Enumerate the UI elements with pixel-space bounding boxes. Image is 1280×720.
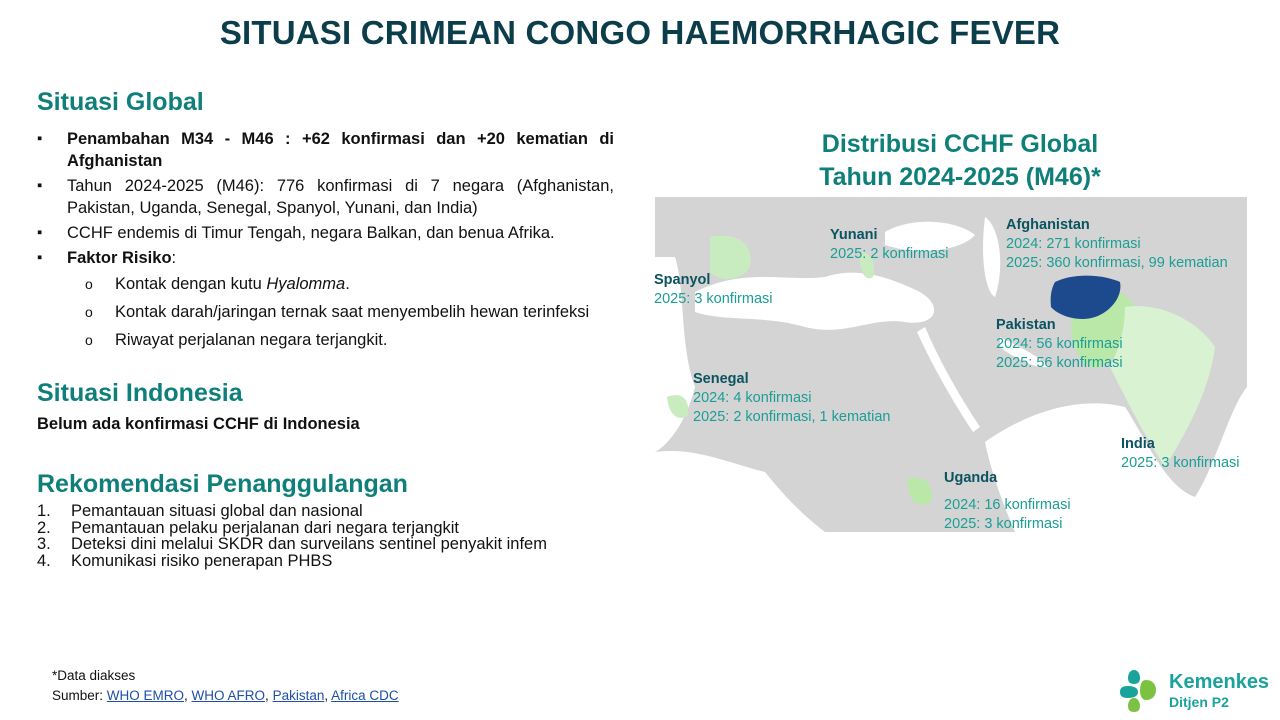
map-title — [690, 128, 1230, 194]
indonesia-heading: Situasi Indonesia — [37, 379, 243, 407]
country-stat: 2025: 360 konfirmasi, 99 kematian — [1006, 255, 1228, 271]
country-stat: 2025: 2 konfirmasi, 1 kematian — [693, 409, 891, 425]
faktor-label: Faktor Risiko — [67, 249, 172, 267]
country-name: India — [1121, 436, 1155, 452]
country-stat: 2025: 2 konfirmasi — [830, 246, 949, 262]
country-stat: 2024: 271 konfirmasi — [1006, 236, 1141, 252]
source-label: Sumber: — [52, 688, 107, 703]
global-item-penambahan: ▪ Penambahan M34 - M46 : +62 konfirmasi dan +20 kematian di Afghanistan — [37, 128, 614, 172]
rekomendasi-item — [37, 553, 547, 570]
item-number: 3. — [37, 535, 51, 553]
item-text: Deteksi dini melalui SKDR dan surveilans sentinel penyakit infem — [71, 535, 547, 553]
country-stat: 2025: 3 konfirmasi — [944, 516, 1063, 532]
footer-note: *Data diakses — [52, 668, 136, 683]
source-separator: , — [324, 688, 332, 703]
rekomendasi-item — [37, 503, 547, 520]
risk-factor-suffix: . — [345, 275, 350, 293]
label-spanyol — [654, 271, 772, 309]
item-text: Komunikasi risiko penerapan PHBS — [71, 551, 333, 570]
item-number: 2. — [37, 518, 51, 537]
label-yunani — [830, 226, 948, 264]
country-name: Afghanistan — [1006, 217, 1090, 233]
rekomendasi-heading: Rekomendasi Penanggulangan — [37, 470, 408, 498]
label-india — [1121, 435, 1239, 473]
country-stat: 2025: 56 konfirmasi — [996, 355, 1123, 371]
label-senegal — [693, 370, 890, 427]
risk-factor-item: o Kontak darah/jaringan ternak saat menyembelih hewan terinfeksi — [67, 301, 614, 323]
country-name: Yunani — [830, 227, 878, 243]
item-number: 4. — [37, 551, 51, 570]
kemenkes-logo-icon — [1116, 666, 1164, 714]
country-stat: 2025: 3 konfirmasi — [1121, 455, 1240, 471]
item-number: 1. — [37, 502, 51, 520]
country-name: Senegal — [693, 371, 749, 387]
kemenkes-logo — [1116, 664, 1276, 714]
source-separator: , — [184, 688, 192, 703]
source-link-who-emro[interactable]: WHO EMRO — [106, 688, 185, 703]
source-separator: , — [265, 688, 273, 703]
country-name: Uganda — [944, 470, 998, 486]
global-item-faktor — [37, 247, 614, 351]
rekomendasi-list — [37, 503, 547, 569]
global-item-tahun: ▪ Tahun 2024-2025 (M46): 776 konfirmasi di 7 negara (Afghanistan, Pakistan, Uganda, Senegal, Spanyol, Yunani, dan India) — [37, 175, 614, 219]
country-name: Spanyol — [654, 272, 711, 288]
indonesia-text: Belum ada konfirmasi CCHF di Indonesia — [37, 415, 360, 433]
global-heading: Situasi Global — [37, 88, 204, 116]
global-list — [37, 128, 614, 357]
risk-factor-item — [67, 273, 614, 295]
item-text: Pemantauan situasi global dan nasional — [71, 502, 363, 520]
country-stat: 2025: 3 konfirmasi — [654, 291, 773, 307]
logo-subtitle: Ditjen P2 — [1169, 694, 1229, 710]
footer-sources — [52, 688, 399, 703]
country-name: Pakistan — [996, 317, 1056, 333]
label-pakistan — [996, 316, 1123, 373]
country-stat: 2024: 16 konfirmasi — [944, 497, 1071, 513]
map-title-line1: Distribusi CCHF Global — [821, 130, 1099, 158]
country-stat: 2024: 4 konfirmasi — [693, 390, 812, 406]
item-text: Pemantauan pelaku perjalanan dari negara terjangkit — [71, 518, 460, 537]
risk-factor-text: Kontak dengan kutu — [115, 275, 267, 293]
risk-factor-item: o Riwayat perjalanan negara terjangkit. — [67, 329, 614, 351]
faktor-colon: : — [171, 249, 177, 267]
risk-factor-list — [67, 273, 614, 351]
source-link-who-afro[interactable]: WHO AFRO — [191, 688, 266, 703]
source-link-africa-cdc[interactable]: Africa CDC — [331, 688, 399, 703]
country-stat: 2024: 56 konfirmasi — [996, 336, 1123, 352]
label-afghanistan — [1006, 216, 1228, 273]
risk-factor-italic: Hyalomma — [266, 275, 346, 293]
page-title: SITUASI CRIMEAN CONGO HAEMORRHAGIC FEVER — [219, 14, 1061, 51]
map-title-line2: Tahun 2024-2025 (M46)* — [819, 163, 1101, 191]
logo-wordmark: Kemenkes — [1169, 671, 1270, 693]
rekomendasi-item — [37, 536, 547, 553]
rekomendasi-item — [37, 520, 547, 537]
label-uganda — [944, 469, 1071, 534]
global-item-endemis: ▪ CCHF endemis di Timur Tengah, negara Balkan, dan benua Afrika. — [37, 222, 614, 244]
source-link-pakistan[interactable]: Pakistan — [272, 688, 325, 703]
